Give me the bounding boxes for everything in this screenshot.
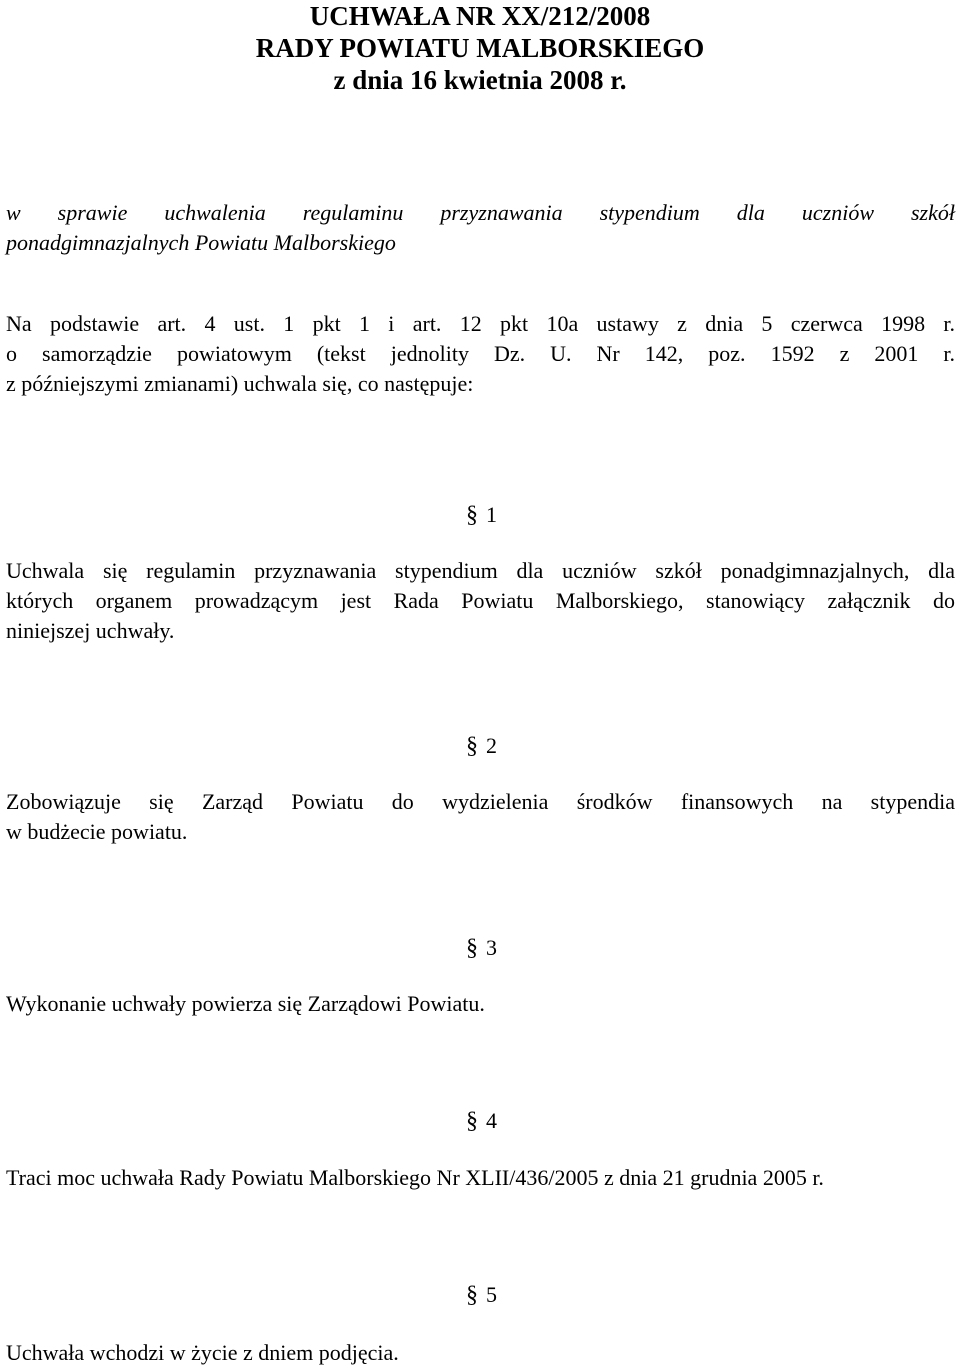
- preamble-line-2: o samorządzie powiatowym (tekst jednolity Dz. U. Nr 142, poz. 1592 z 2001 r.: [6, 341, 955, 366]
- section-3-text: [6, 989, 955, 1019]
- preamble-line-1: Na podstawie art. 4 ust. 1 pkt 1 i art. 12 pkt 10a ustawy z dnia 5 czerwca 1998 r.: [6, 311, 955, 336]
- subject-line-2: ponadgimnazjalnych Powiatu Malborskiego: [6, 230, 396, 255]
- title-line-2: RADY POWIATU MALBORSKIEGO: [255, 33, 705, 63]
- section-2-text: [6, 787, 955, 847]
- section-number: 4: [486, 1108, 497, 1133]
- section-5-line-1: Uchwała wchodzi w życie z dniem podjęcia.: [6, 1340, 399, 1365]
- title-line-1: UCHWAŁA NR XX/212/2008: [309, 1, 651, 31]
- section-2-line-2: w budżecie powiatu.: [6, 819, 188, 844]
- section-4-line-1: Traci moc uchwała Rady Powiatu Malborskiego Nr XLII/436/2005 z dnia 21 grudnia 2005 r.: [6, 1165, 824, 1190]
- section-number: 5: [486, 1282, 497, 1307]
- preamble: [6, 309, 955, 399]
- section-number: 1: [486, 502, 497, 527]
- title-line-3: z dnia 16 kwietnia 2008 r.: [333, 65, 627, 95]
- section-5-text: [6, 1338, 955, 1368]
- section-number: 3: [486, 935, 497, 960]
- section-2-line-1: Zobowiązuje się Zarząd Powiatu do wydzielenia środków finansowych na stypendia: [6, 789, 955, 814]
- section-mark: §: [466, 502, 478, 528]
- section-4-text: [6, 1163, 955, 1193]
- section-3-heading: [466, 933, 497, 963]
- section-1-line-1: Uchwala się regulamin przyznawania stypendium dla uczniów szkół ponadgimnazjalnych, dla: [6, 558, 955, 583]
- document-title: [0, 0, 960, 96]
- section-2-heading: [466, 731, 497, 761]
- subject: [6, 198, 955, 258]
- section-1-text: [6, 556, 955, 646]
- section-1-heading: [466, 500, 497, 530]
- section-4-heading: [466, 1106, 497, 1136]
- section-1-line-3: niniejszej uchwały.: [6, 618, 175, 643]
- section-5-heading: [466, 1280, 497, 1310]
- section-mark: §: [466, 1108, 478, 1134]
- section-3-line-1: Wykonanie uchwały powierza się Zarządowi Powiatu.: [6, 991, 485, 1016]
- section-1-line-2: których organem prowadzącym jest Rada Powiatu Malborskiego, stanowiący załącznik do: [6, 588, 955, 613]
- section-mark: §: [466, 1282, 478, 1308]
- preamble-line-3: z późniejszymi zmianami) uchwala się, co następuje:: [6, 371, 474, 396]
- section-number: 2: [486, 733, 497, 758]
- section-mark: §: [466, 733, 478, 759]
- section-mark: §: [466, 935, 478, 961]
- subject-line-1: w sprawie uchwalenia regulaminu przyznawania stypendium dla uczniów szkół: [6, 200, 955, 225]
